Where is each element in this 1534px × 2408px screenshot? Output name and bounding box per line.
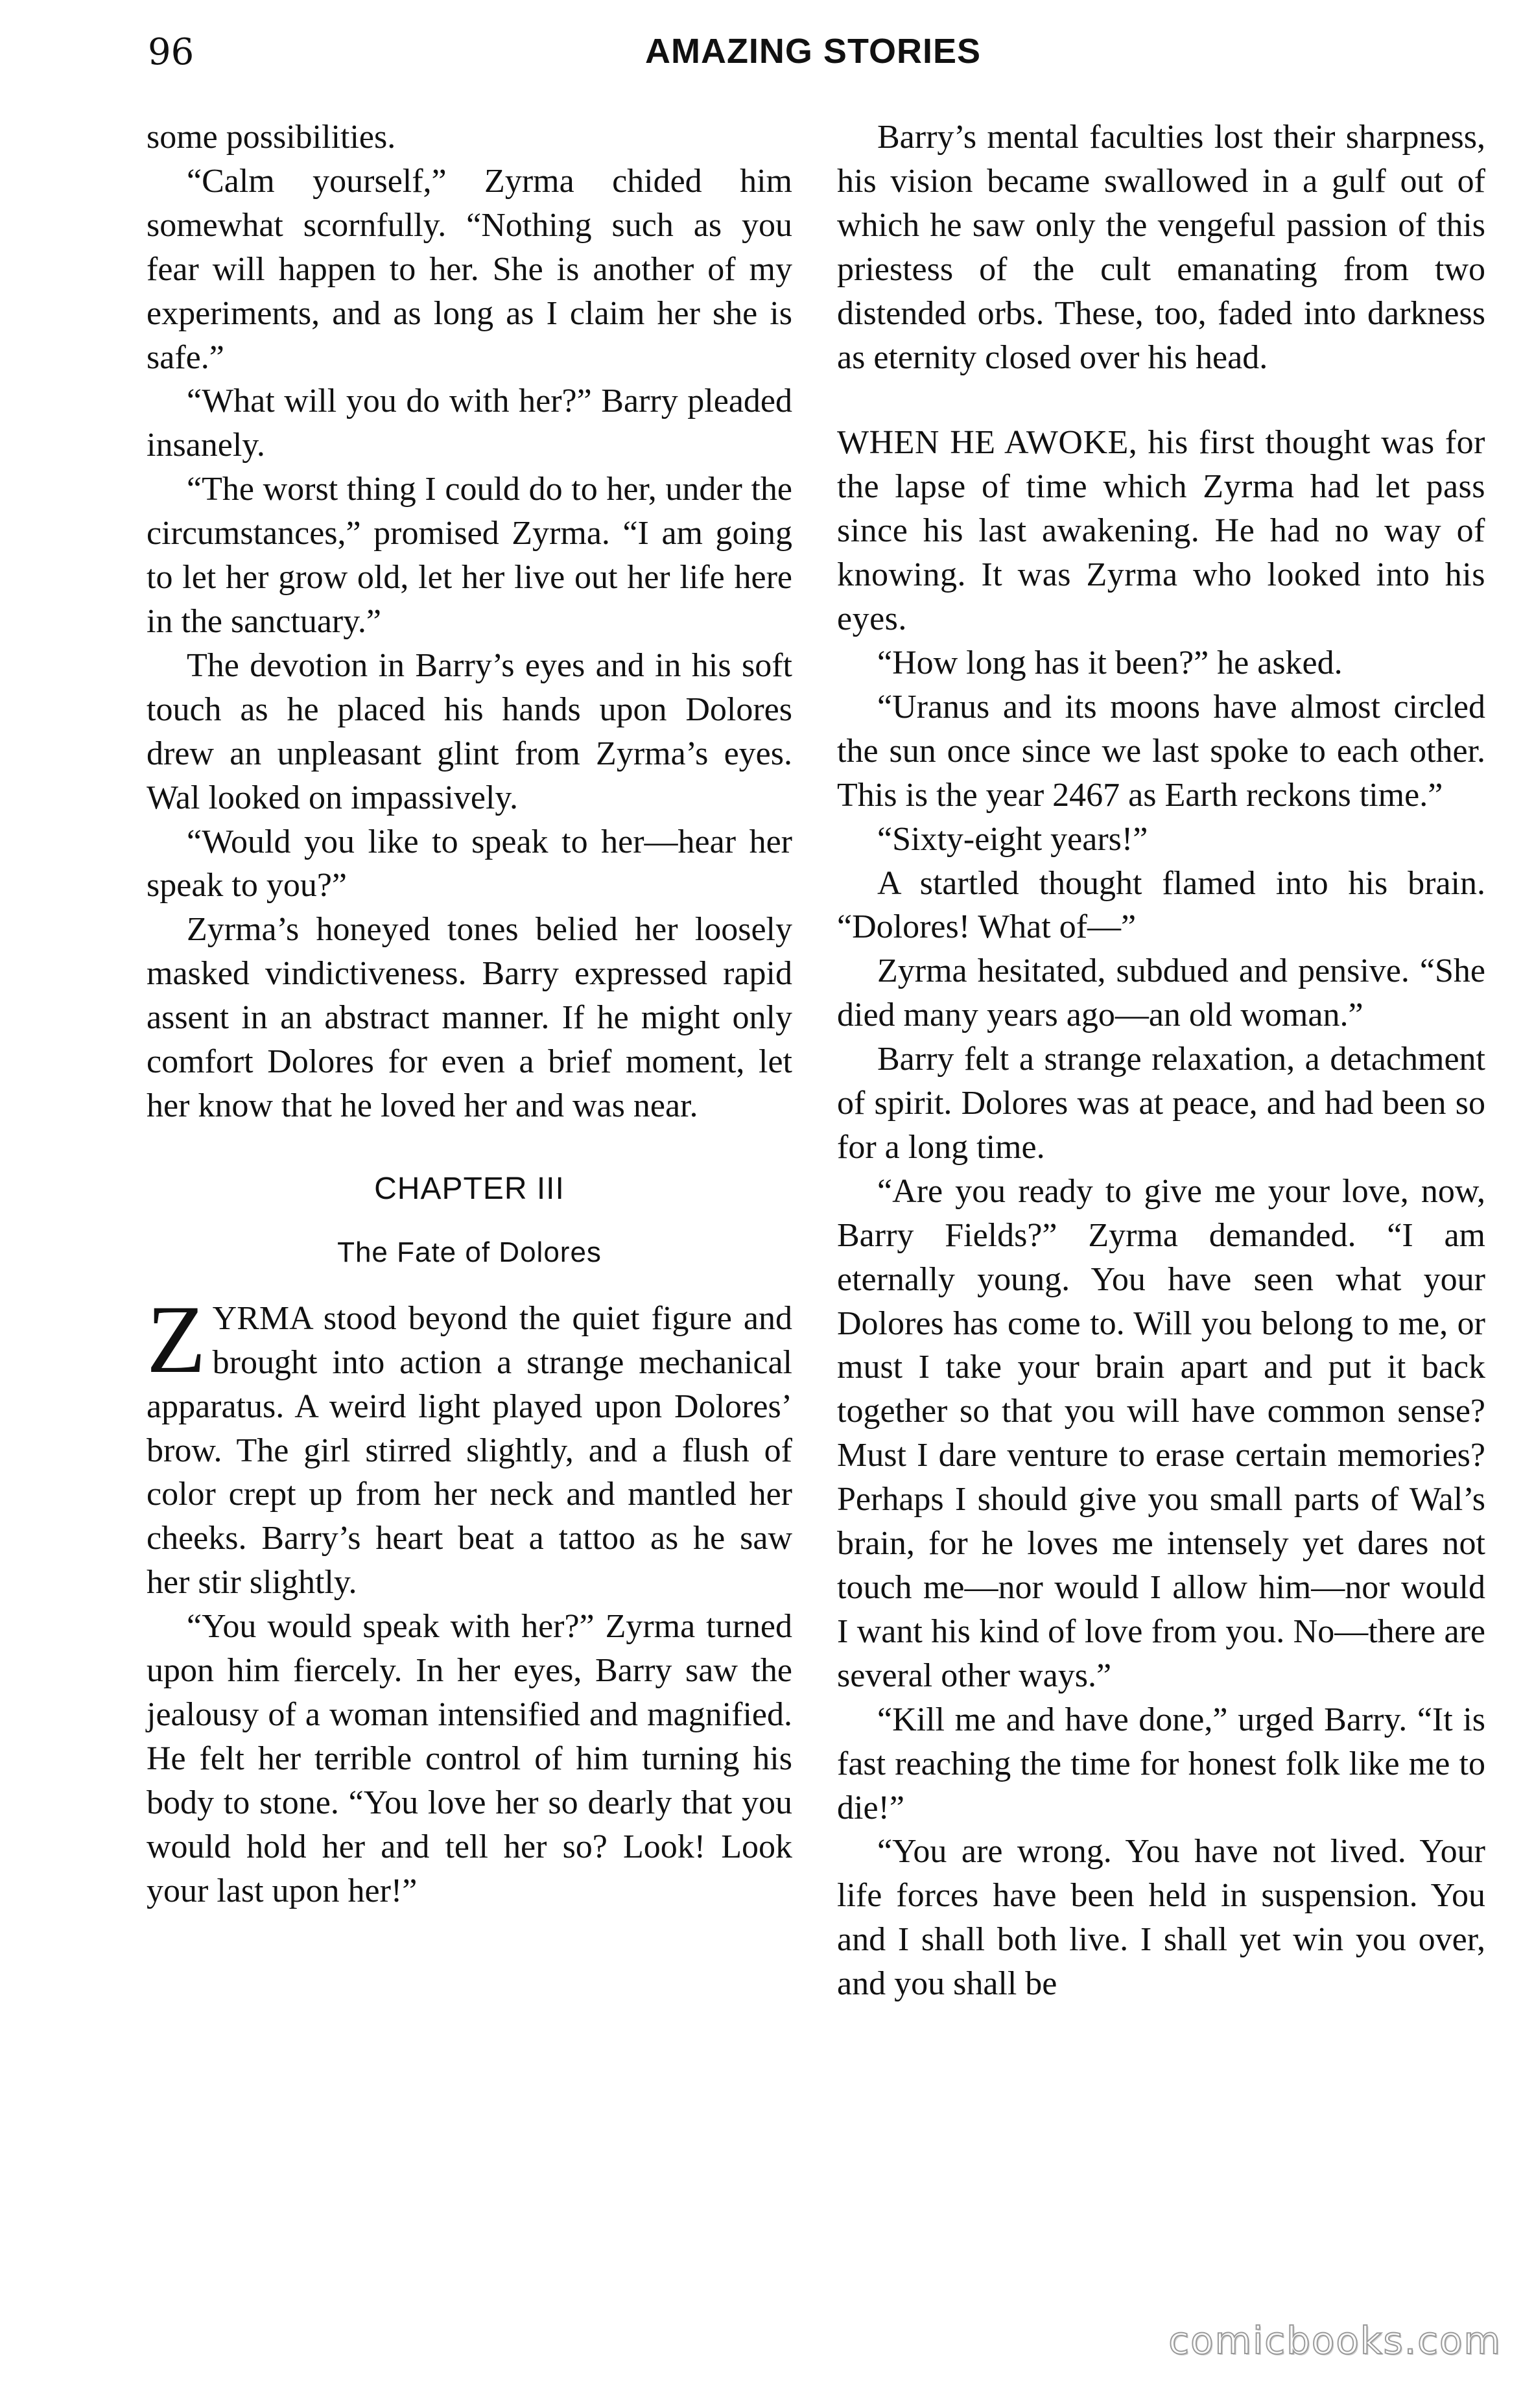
paragraph: The devotion in Barry’s eyes and in his soft touch as he placed his hands upon Dolores drew an unpleasant glint from Zyrma’s eyes. Wal looked on impassively. [147,646,792,816]
paragraph: “Uranus and its moons have almost circled the sun once since we last spoke to each other. This is the year 2467 as Earth reckons time.” [837,688,1485,814]
opening-text: YRMA stood beyond the quiet figure and brought into action a strange mechanical apparatus. A weird light played upon Dolores’ brow. The girl stirred slightly, and a flush of color crept up from her neck and mantled her cheeks. Barry’s heart beat a tattoo as he saw her stir slightly. [147,1299,792,1601]
running-head: AMAZING STORIES [644,32,982,71]
drop-cap: Z [147,1285,206,1393]
paragraph: “You would speak with her?” Zyrma turned upon him fiercely. In her eyes, Barry saw the jealousy of a woman intensified and magnified. He felt her terrible control of him turning his body to stone. “You love her so dearly that you would hold her and tell her so? Look! Look your last upon her!” [147,1608,792,1909]
watermark: comicbooks.com [1168,2319,1502,2363]
page-header [148,29,1478,80]
paragraph: some possibilities. [147,119,396,156]
section-break [837,379,1485,421]
right-column [837,115,1485,2006]
paragraph: “Kill me and have done,” urged Barry. “It is fast reaching the time for honest folk like me to die!” [837,1701,1485,1826]
paragraph: “Sixty-eight years!” [877,820,1148,858]
left-column [147,115,792,1913]
paragraph: A startled thought flamed into his brain. “Dolores! What of—” [837,864,1485,946]
paragraph: Zyrma hesitated, subdued and pensive. “She died many years ago—an old woman.” [837,952,1485,1034]
paragraph: Barry’s mental faculties lost their sharpness, his vision became swallowed in a gulf out of which he saw only the vengeful passion of this priestess of the cult emanating from two distended orbs. These, too, faded into darkness as eternity closed over his head. [837,119,1485,376]
paragraph: “The worst thing I could do to her, under the circumstances,” promised Zyrma. “I am going to let her grow old, let her live out her life here in the sanctuary.” [147,471,792,640]
page-number: 96 [148,31,195,73]
chapter-opening-paragraph [147,1285,792,1605]
chapter-title: CHAPTER III [374,1171,565,1206]
paragraph: “What will you do with her?” Barry pleaded insanely. [147,383,792,464]
paragraph: “Are you ready to give me your love, now, Barry Fields?” Zyrma demanded. “I am eternally young. You have seen what your Dolores has come to. Will you belong to me, or must I take your brain apart and put it back together so that you will have common sense? Must I dare venture to erase certain memories? Perhaps I should give you small parts of Wal’s brain, for he loves me intensely yet dares not touch me—nor would I allow him—nor would I want his kind of love from you. No—there are several other ways.” [837,1172,1485,1694]
paragraph: “Would you like to speak to her—hear her speak to you?” [147,823,792,904]
section-opening-paragraph: WHEN HE AWOKE, his first thought was for the lapse of time which Zyrma had let pass since his last awakening. He had no way of knowing. It was Zyrma who looked into his eyes. [837,424,1485,638]
paragraph: “How long has it been?” he asked. [877,644,1343,681]
chapter-subtitle: The Fate of Dolores [337,1236,602,1268]
paragraph: “Calm yourself,” Zyrma chided him somewhat scornfully. “Nothing such as you fear will happen to her. She is another of my experiments, and as long as I claim her she is safe.” [147,162,792,376]
paragraph: Zyrma’s honeyed tones belied her loosely masked vindictiveness. Barry expressed rapid assent in an abstract manner. If he might only comfort Dolores for even a brief moment, let her know that he loved her and was near. [147,911,792,1124]
paragraph: Barry felt a strange relaxation, a detachment of spirit. Dolores was at peace, and had been so for a long time. [837,1041,1485,1166]
paragraph: “You are wrong. You have not lived. Your life forces have been held in suspension. You and I shall both live. I shall yet win you over, and you shall be [837,1833,1485,2003]
